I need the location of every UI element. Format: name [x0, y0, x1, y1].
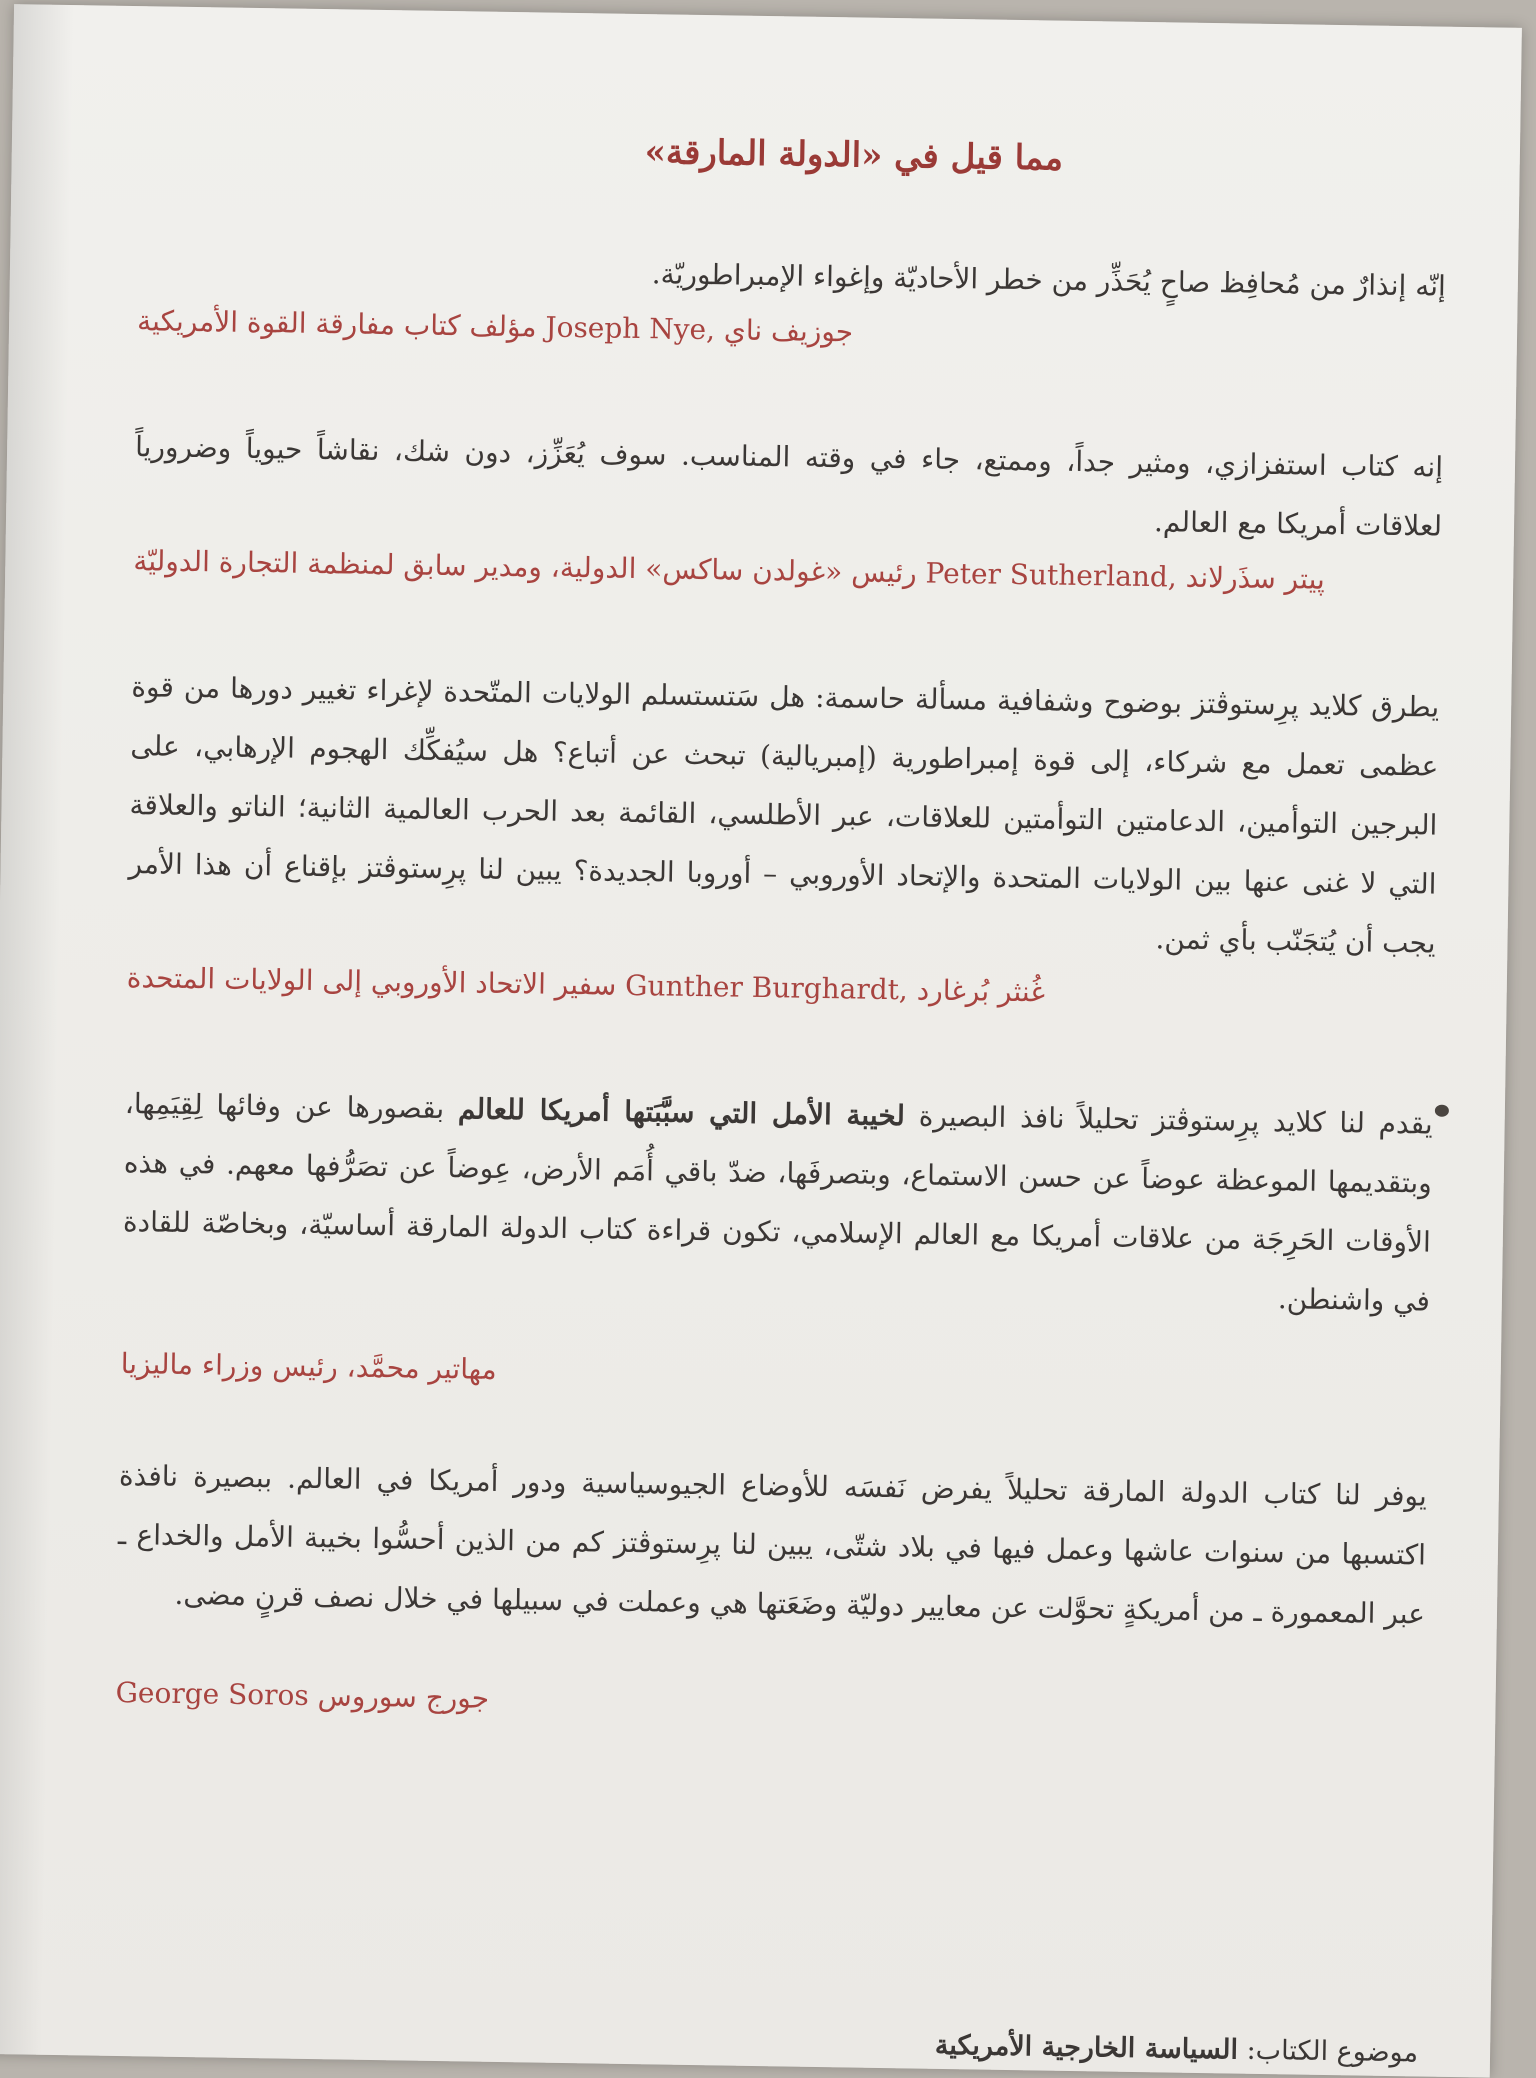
book-subject-value: السياسة الخارجية الأمريكية [934, 2029, 1239, 2066]
book-subject [935, 2030, 1419, 2069]
page-content [114, 124, 1448, 1809]
quote-text: يوفر لنا كتاب الدولة المارقة تحليلاً يفرض نَفسَه للأوضاع الجيوسياسية ودور أمريكا في العالم. ببصيرة نافذة اكتسبها من سنوات عاشها وعمل فيها في بلاد شتّى، يبين لنا پرِستوڤتز كم من الذين أحسُّوا بخيبة الأمل والخداع ـ عبر المعمورة ـ من أمريكةٍ تحوَّلت عن معايير دوليّة وضَعَتها هي وعملت في سبيلها في خلال نصف قرنٍ مضى. [117, 1458, 1428, 1631]
quote-attribution: پيتر سذَرلاند ,Peter Sutherland رئيس «غولدن ساكس» الدولية، ومدير سابق لمنظمة التجارة الدوليّة [133, 544, 1326, 596]
quote-text: إنّه إنذارٌ من مُحافِظ صاحٍ يُحَذِّر من خطر الأحاديّة وإغواء الإمبراطوريّة. [651, 257, 1447, 303]
quote-block [115, 1446, 1427, 1740]
quote-attribution: جورج سوروس George Soros [115, 1675, 490, 1715]
quote-text-emphasis: لخيبة الأمل التي سبَّبَتها أمريكا للعالم [457, 1092, 906, 1133]
quote-block [126, 657, 1439, 1025]
book-subject-label: موضوع الكتاب: [1246, 2034, 1419, 2069]
book-back-cover [0, 4, 1522, 2077]
ink-stain [1435, 1105, 1449, 1117]
quote-text: إنه كتاب استفزازي، ومثير جداً، وممتع، جاء في وقته المناسب. سوف يُعَزِّز، دون شك، نقاشاً حيوياً وضرورياً لعلاقات أمريكا مع العالم. [134, 430, 1444, 543]
quote-block [137, 236, 1447, 368]
page-title: مما قيل في «الدولة المارقة» [644, 132, 1064, 179]
quote-text: يطرق كلايد پرِستوڤتز بوضوح وشفافية مسألة حاسمة: هل سَتستسلم الولايات المتّحدة لإغراء تغيير دورها من قوة عظمى تعمل مع شركاء، إلى قوة إمبراطورية (إمبريالية) تبحث عن أتباع؟ هل سيُفكِّك الهجوم الإرهابي، على البرجين التوأمين، الدعامتين التوأمتين للعلاقات، عبر الأطلسي، القائمة بعد الحرب العالمية الثانية؛ الناتو والعلاقة التي لا غنى عنها بين الولايات المتحدة والإتحاد الأوروبي – أوروبا الجديدة؟ يبين لنا پرِستوڤتز بإقناع أن هذا الأمر يجب أن يُتجَنّب بأي ثمن. [128, 670, 1440, 960]
quote-attribution: مهاتير محمَّد، رئيس وزراء ماليزيا [120, 1347, 497, 1386]
quote-block [120, 1074, 1433, 1411]
quote-text-end: بقصورها عن وفائها لِقِيَمِها، وبتقديمها الموعظة عوضاً عن حسن الاستماع، وبتصرفَها، ضدّ باقي أُمَم الأرض، عِوضاً عن تصَرُّفها معهم. في هذه الأوقات الحَرِجَة من علاقات أمريكا مع العالم الإسلامي، تكون قراءة كتاب الدولة المارقة أساسيّة، وبخاصّة للقادة في واشنطن. [122, 1087, 1433, 1318]
quote-text-start: يقدم لنا كلايد پرِستوڤتز تحليلاً نافذ البصيرة [904, 1099, 1433, 1141]
quote-text [122, 1074, 1434, 1331]
quote-attribution: جوزيف ناي ,Joseph Nye مؤلف كتاب مفارقة القوة الأمريكية [136, 304, 854, 349]
quote-block [133, 417, 1444, 608]
quote-attribution: غُنثر بُرغارد ,Gunther Burghardt سفير الاتحاد الأوروبي إلى الولايات المتحدة [126, 961, 1046, 1009]
